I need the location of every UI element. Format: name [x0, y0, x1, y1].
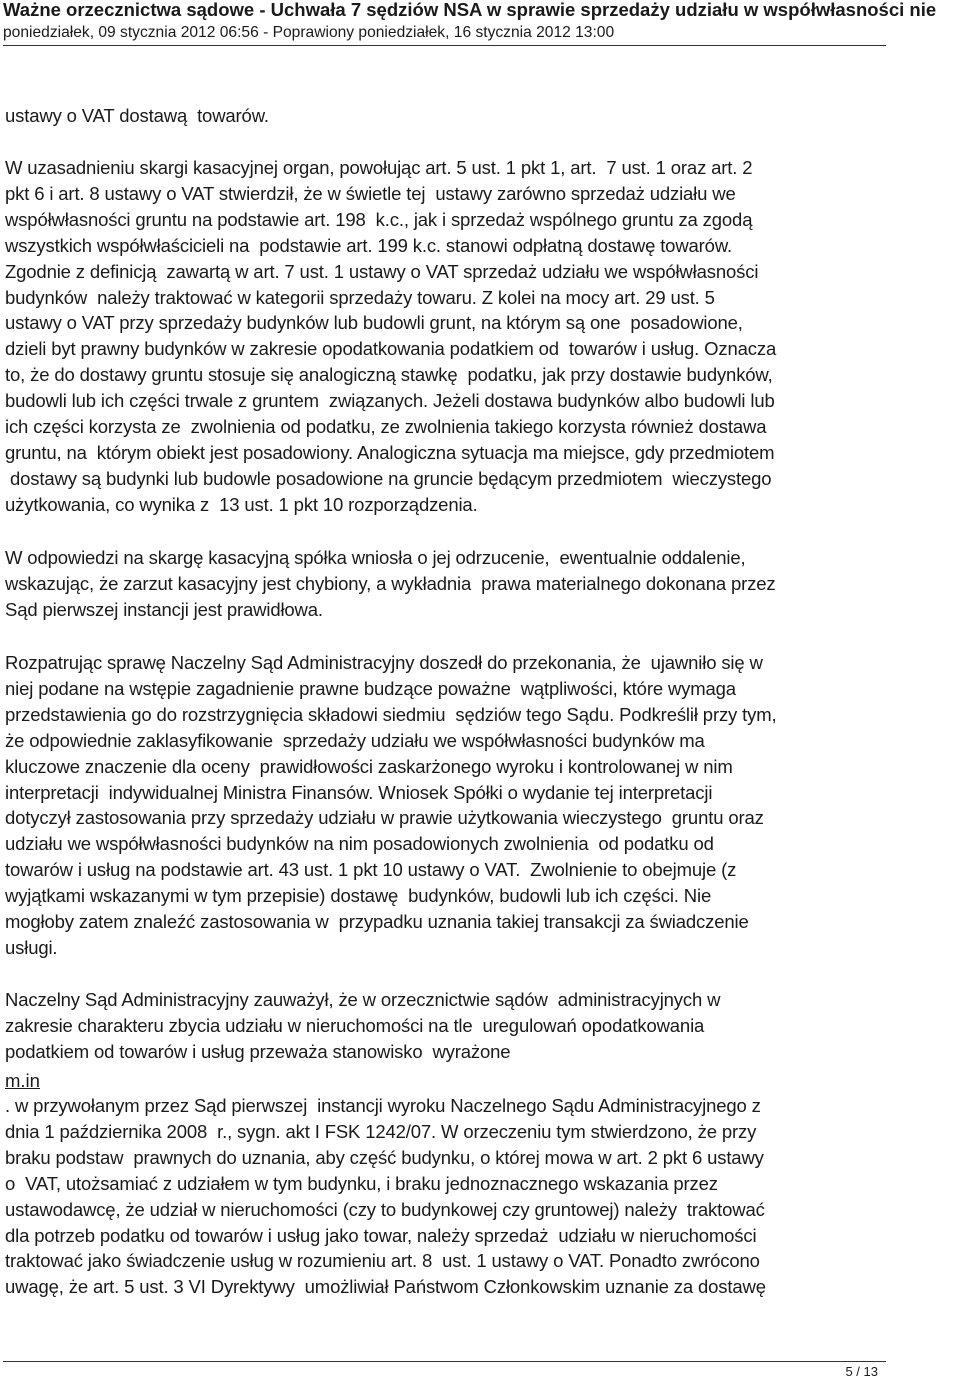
text-line: ustawodawcę, że udział w nieruchomości (czy to budynkowej czy gruntowej) należy traktować — [5, 1198, 765, 1220]
text-line: współwłasności gruntu na podstawie art. 198 k.c., jak i sprzedaż wspólnego gruntu za zgodą — [5, 208, 753, 230]
text-line: budowli lub ich części trwale z gruntem związanych. Jeżeli dostawa budynków albo budowli lub — [5, 390, 775, 412]
text-line: interpretacji indywidualnej Ministra Finansów. Wniosek Spółki o wydanie tej interpretacji — [5, 781, 713, 803]
text-line: podatkiem od towarów i usług przeważa stanowisko wyrażone — [5, 1040, 511, 1062]
page-number: 5 / 13 — [845, 1364, 878, 1379]
text-line: Naczelny Sąd Administracyjny zauważył, że w orzecznictwie sądów administracyjnych w — [5, 989, 721, 1010]
text-line: Zgodnie z definicją zawartą w art. 7 ust. 1 ustawy o VAT sprzedaż udziału we współwłasności — [5, 260, 759, 282]
document-date-info: poniedziałek, 09 stycznia 2012 06:56 - Poprawiony poniedziałek, 16 stycznia 2012 13:00 — [3, 24, 615, 41]
text-line: dnia 1 października 2008 r., sygn. akt I FSK 1242/07. W orzeczeniu tym stwierdzono, że przy — [5, 1120, 757, 1142]
text-line: uwagę, że art. 5 ust. 3 VI Dyrektywy umożliwiał Państwom Członkowskim uznanie za dostawę — [5, 1276, 766, 1298]
text-line: traktować jako świadczenie usług w rozumieniu art. 8 ust. 1 ustawy o VAT. Ponadto zwrócono — [5, 1250, 760, 1272]
footer-divider — [3, 1361, 886, 1362]
text-line: wszystkich współwłaścicieli na podstawie art. 199 k.c. stanowi odpłatną dostawę towarów. — [5, 234, 733, 256]
paragraph — [5, 103, 955, 129]
text-line: W uzasadnieniu skargi kasacyjnej organ, powołując art. 5 ust. 1 pkt 1, art. 7 ust. 1 oraz art. 2 — [5, 157, 753, 178]
reference-link[interactable]: m.in — [5, 1070, 40, 1091]
text-line: wyjątkami wskazanymi w tym przepisie) dostawę budynków, budowli lub ich części. Nie — [5, 885, 712, 907]
text-line: pkt 6 i art. 8 ustawy o VAT stwierdził, że w świetle tej ustawy zarówno sprzedaż udziału we — [5, 182, 736, 204]
paragraph — [5, 155, 955, 518]
paragraph — [5, 987, 955, 1065]
text-line: . w przywołanym przez Sąd pierwszej instancji wyroku Naczelnego Sądu Administracyjnego z — [5, 1095, 761, 1116]
text-line: dla potrzeb podatku od towarów i usług jako towar, należy sprzedaż udziału w nieruchomości — [5, 1224, 757, 1246]
text-line: o VAT, utożsamiać z udziałem w tym budynku, i braku jednoznacznego wskazania przez — [5, 1172, 718, 1194]
paragraph — [5, 1093, 955, 1300]
text-line: Rozpatrując sprawę Naczelny Sąd Administracyjny doszedł do przekonania, że ujawniło się w — [5, 652, 763, 673]
text-line: niej podane na wstępie zagadnienie prawne budzące poważne wątpliwości, które wymaga — [5, 677, 736, 699]
document-title: Ważne orzecznictwa sądowe - Uchwała 7 sędziów NSA w sprawie sprzedaży udziału w współwłasności nie — [3, 0, 937, 20]
text-line: przedstawienia go do rozstrzygnięcia składowi siedmiu sędziów tego Sądu. Podkreślił przy tym, — [5, 703, 777, 725]
paragraph — [5, 545, 955, 623]
text-line: dzieli byt prawny budynków w zakresie opodatkowania podatkiem od towarów i usług. Oznacza — [5, 338, 777, 360]
text-line: kluczowe znaczenie dla oceny prawidłowości zaskarżonego wyroku i kontrolowanej w nim — [5, 755, 733, 777]
text-line: gruntu, na którym obiekt jest posadowiony. Analogiczna sytuacja ma miejsce, gdy przedmiotem — [5, 441, 775, 463]
text-line: towarów i usług na podstawie art. 43 ust. 1 pkt 10 ustawy o VAT. Zwolnienie to obejmuje (z — [5, 859, 737, 881]
text-line: budynków należy traktować w kategorii sprzedaży towaru. Z kolei na mocy art. 29 ust. 5 — [5, 286, 715, 308]
text-line: użytkowania, co wynika z 13 ust. 1 pkt 10 rozporządzenia. — [5, 493, 478, 515]
text-line: to, że do dostawy gruntu stosuje się analogiczną stawkę podatku, jak przy dostawie budynków, — [5, 364, 773, 386]
text-line: dostawy są budynki lub budowle posadowione na gruncie będącym przedmiotem wieczystego — [5, 467, 772, 489]
text-line: Sąd pierwszej instancji jest prawidłowa. — [5, 598, 323, 620]
text-line: dotyczył zastosowania przy sprzedaży udziału w prawie użytkowania wieczystego gruntu oraz — [5, 807, 764, 829]
header-divider — [3, 45, 886, 46]
text-line: wskazując, że zarzut kasacyjny jest chybiony, a wykładnia prawa materialnego dokonana przez — [5, 572, 776, 594]
text-line: ich części korzysta ze zwolnienia od podatku, ze zwolnienia takiego korzysta również dostawa — [5, 416, 767, 438]
reference-link-paragraph — [5, 1068, 40, 1094]
text-line: że odpowiednie zaklasyfikowanie sprzedaży udziału we współwłasności budynków ma — [5, 729, 705, 751]
text-line: W odpowiedzi na skargę kasacyjną spółka wniosła o jej odrzucenie, ewentualnie oddalenie, — [5, 547, 746, 568]
text-line: udziału we współwłasności budynków na nim posadowionych zwolnienia od podatku od — [5, 833, 714, 855]
paragraph — [5, 650, 955, 961]
text-line: ustawy o VAT przy sprzedaży budynków lub budowli grunt, na którym są one posadowione, — [5, 312, 743, 334]
text-line: zakresie charakteru zbycia udziału w nieruchomości na tle uregulowań opodatkowania — [5, 1014, 705, 1036]
text-line: mogłoby zatem znaleźć zastosowania w przypadku uznania takiej transakcji za świadczenie — [5, 911, 749, 933]
text-line: braku podstaw prawnych do uznania, aby część budynku, o której mowa w art. 2 pkt 6 ustawy — [5, 1146, 764, 1168]
text-line: usługi. — [5, 936, 58, 958]
text-line: ustawy o VAT dostawą towarów. — [5, 105, 269, 126]
